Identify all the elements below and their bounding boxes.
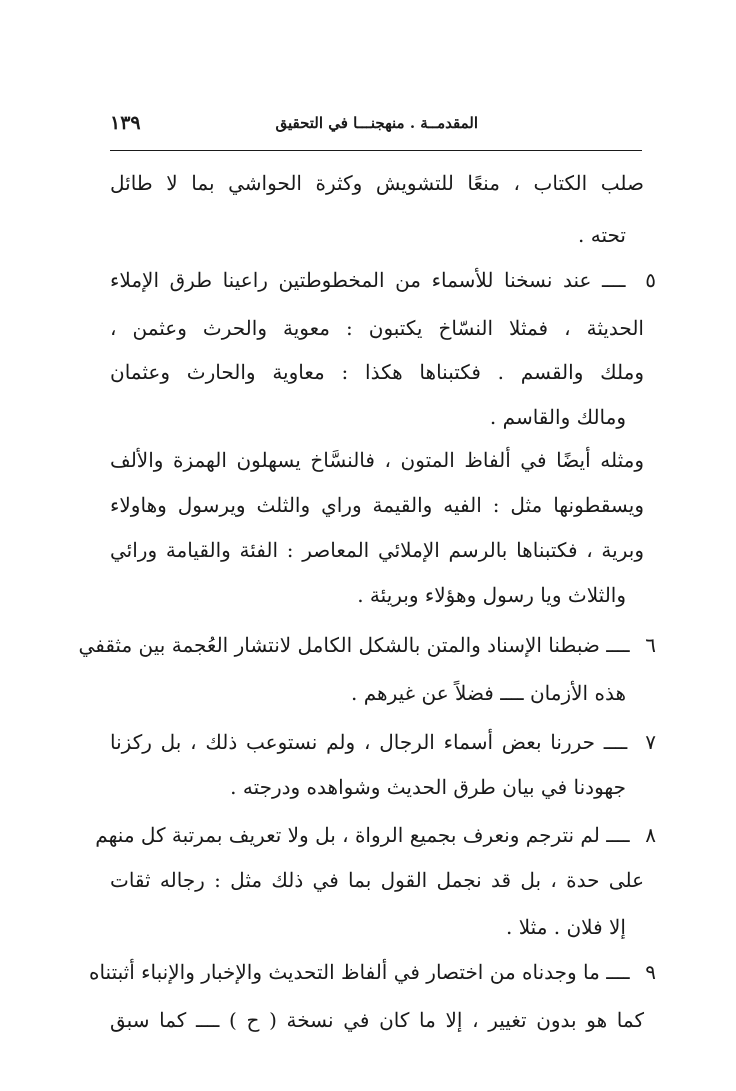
- running-header: [110, 112, 642, 151]
- text-line: حررنا بعض أسماء الرجال ، ولم نستوعب ذلك ، بل ركزنا: [110, 730, 595, 754]
- running-title: المقدمــة . منهجنـــا في التحقيق: [275, 114, 478, 132]
- item-number: ٦: [645, 633, 656, 657]
- list-item-8-line: [95, 820, 656, 850]
- text-line: الحديثة ، فمثلا النسّاخ يكتبون : معوية والحرث وعثمن ،: [110, 316, 644, 340]
- text-line: على حدة ، بل قد نجمل القول بما في ذلك مثل : رجاله ثقات: [110, 868, 644, 892]
- text-line: عند نسخنا للأسماء من المخطوطتين راعينا طرق الإملاء: [110, 268, 592, 292]
- text-line: ما وجدناه من اختصار في ألفاظ التحديث والإخبار والإنباء أثبتناه: [88, 960, 600, 984]
- text-line: ومالك والقاسم .: [489, 405, 626, 429]
- item-number: ٧: [645, 730, 656, 754]
- list-item-6-line: [78, 630, 656, 660]
- item-dash: ــــ: [606, 960, 630, 984]
- list-item-7-line: [110, 727, 656, 757]
- item-dash: ــــ: [602, 268, 626, 292]
- text-line: وملك والقسم . فكتبناها هكذا : معاوية والحارث وعثمان: [110, 360, 644, 384]
- item-dash: ــــ: [606, 633, 630, 657]
- list-item-9-line: [88, 957, 656, 987]
- text-line: جهودنا في بيان طرق الحديث وشواهده ودرجته .: [230, 775, 626, 799]
- text-line: تحته .: [578, 223, 626, 247]
- text-line: ضبطنا الإسناد والمتن بالشكل الكامل لانتشار العُجمة بين مثقفي: [78, 633, 600, 657]
- text-line: ويسقطونها مثل : الفيه والقيمة وراي والثلث ويرسول وهاولاء: [110, 493, 644, 517]
- text-line: ومثله أيضًا في ألفاظ المتون ، فالنسَّاخ يسهلون الهمزة والألف: [110, 448, 644, 472]
- text-line: لم نترجم ونعرف بجميع الرواة ، بل ولا تعريف بمرتبة كل منهم: [95, 823, 600, 847]
- item-number: ٥: [645, 268, 657, 292]
- list-item-5-line: [110, 265, 656, 295]
- item-number: ٩: [645, 960, 656, 984]
- text-line: صلب الكتاب ، منعًا للتشويش وكثرة الحواشي بما لا طائل: [110, 171, 644, 195]
- text-line: وبرية ، فكتبناها بالرسم الإملائي المعاصر : الفئة والقيامة ورائي: [110, 538, 644, 562]
- text-line: والثلاث ويا رسول وهؤلاء وبريئة .: [357, 583, 626, 607]
- text-line: كما هو بدون تغيير ، إلا ما كان في نسخة ( ح ) ــــ كما سبق: [110, 1008, 644, 1032]
- page-number: ١٣٩: [110, 112, 141, 134]
- text-line: هذه الأزمان ــــ فضلاً عن غيرهم .: [351, 681, 626, 705]
- item-number: ٨: [645, 823, 656, 847]
- item-dash: ــــ: [603, 730, 628, 754]
- item-dash: ــــ: [606, 823, 630, 847]
- text-line: إلا فلان . مثلا .: [506, 915, 626, 939]
